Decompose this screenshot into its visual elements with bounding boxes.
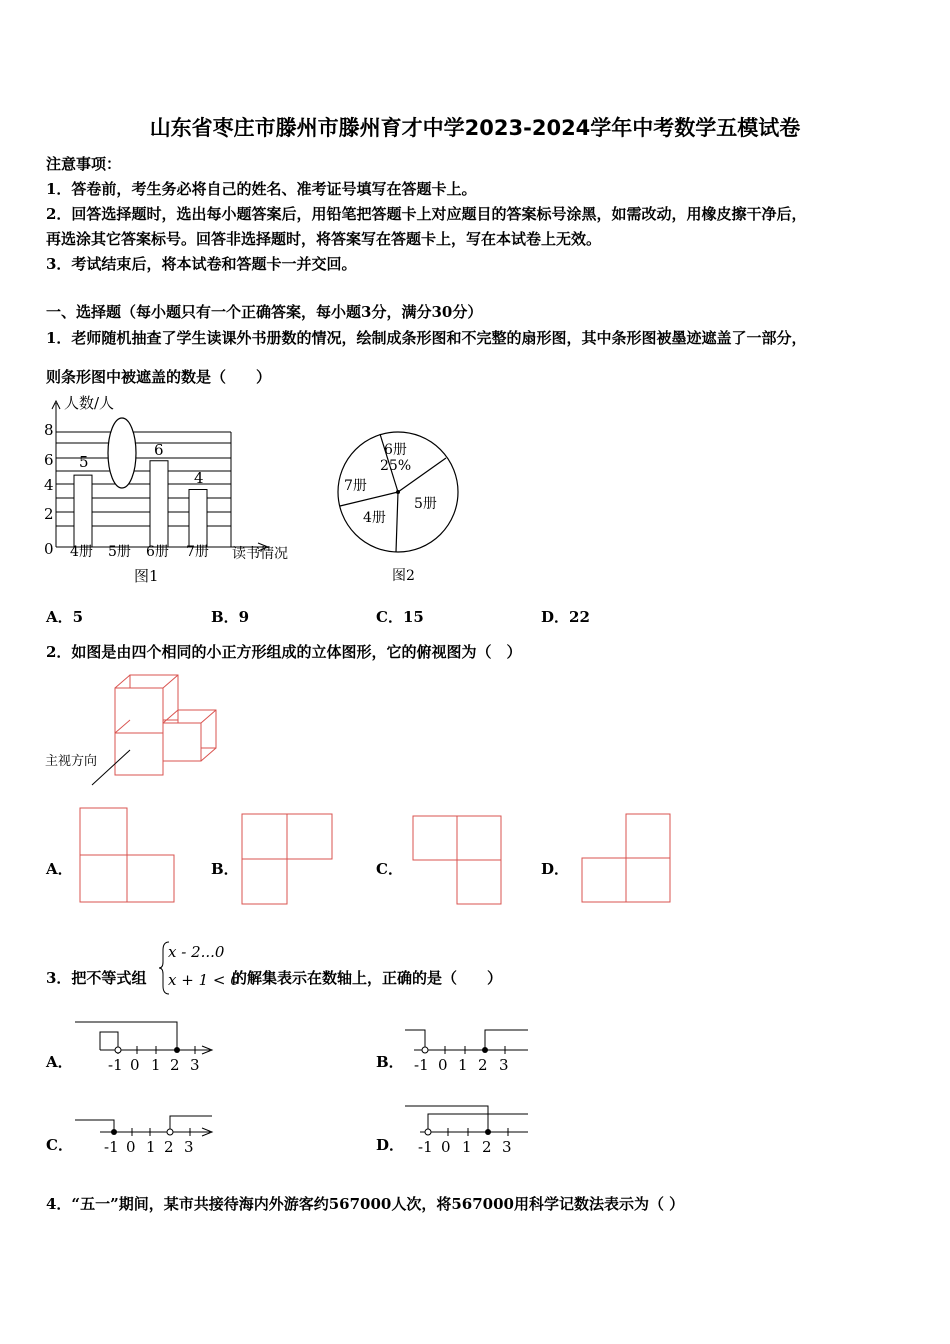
q1-option-a[interactable]: A．5 — [46, 608, 84, 626]
bar-6册 — [150, 461, 168, 547]
y-tick-label: 2 — [44, 505, 54, 523]
notice-line-3: 3．考试结束后，将本试卷和答题卡一并交回。 — [46, 255, 357, 273]
q3-prefix: 3．把不等式组 — [46, 969, 147, 987]
q1-option-c[interactable]: C．15 — [376, 608, 424, 626]
axis-tick-label: 0 — [441, 1138, 451, 1156]
notice-line-2b: 再选涂其它答案标号。回答非选择题时，将答案写在答题卡上，写在本试卷上无效。 — [46, 230, 602, 248]
q2-option-a-figure[interactable] — [78, 806, 178, 906]
cube-figure — [40, 670, 230, 795]
bar-value-label: 4 — [194, 469, 204, 487]
pie-label: 25% — [380, 458, 412, 474]
section-heading: 一、选择题（每小题只有一个正确答案，每小题3分，满分30分） — [46, 303, 483, 321]
y-axis-label: 人数/人 — [64, 395, 115, 412]
q2-option-b-figure[interactable] — [240, 812, 340, 907]
axis-tick-label: -1 — [414, 1056, 429, 1074]
inequality-2: x + 1 < 0 — [168, 971, 240, 989]
x-tick-label: 6册 — [146, 544, 169, 560]
q3-option-a[interactable]: A． — [46, 1053, 73, 1071]
q2-option-d-figure[interactable] — [580, 812, 675, 907]
q3-suffix: 的解集表示在数轴上，正确的是（ ） — [232, 969, 503, 987]
axis-tick-label: 3 — [184, 1138, 194, 1156]
axis-tick-label: 3 — [190, 1056, 200, 1074]
y-tick-label: 8 — [44, 421, 54, 439]
notice-line-2a: 2．回答选择题时，选出每小题答案后，用铅笔把答题卡上对应题目的答案标号涂黑，如需改动，用橡皮擦干净后， — [46, 205, 807, 223]
x-tick-label: 5册 — [108, 544, 131, 560]
pie-label: 6册 — [384, 442, 407, 458]
q3-option-d[interactable]: D． — [376, 1136, 405, 1154]
ink-blot — [108, 418, 136, 488]
bar-value-label: 6 — [154, 441, 164, 459]
axis-tick-label: 3 — [502, 1138, 512, 1156]
axis-tick-label: 0 — [126, 1138, 136, 1156]
number-line-a[interactable] — [70, 1018, 220, 1074]
number-line-b[interactable] — [400, 1018, 530, 1074]
y-tick-label: 6 — [44, 451, 54, 469]
x-tick-label: 4册 — [70, 544, 93, 560]
axis-tick-label: -1 — [108, 1056, 123, 1074]
q2-option-d[interactable]: D． — [541, 860, 570, 878]
bar-value-label: 5 — [79, 453, 89, 471]
axis-tick-label: 2 — [164, 1138, 174, 1156]
y-tick-label: 0 — [44, 540, 54, 558]
q1-option-b[interactable]: B．9 — [211, 608, 250, 626]
axis-tick-label: 2 — [170, 1056, 180, 1074]
pie-label: 5册 — [414, 496, 437, 512]
axis-tick-label: 2 — [482, 1138, 492, 1156]
axis-tick-label: -1 — [418, 1138, 433, 1156]
notice-line-1: 1．答卷前，考生务必将自己的姓名、准考证号填写在答题卡上。 — [46, 180, 477, 198]
bar-4册 — [74, 475, 92, 547]
q2-option-c[interactable]: C． — [376, 860, 403, 878]
q4-text: 4．“五一”期间，某市共接待海内外游客约567000人次，将567000用科学记数法表示为（ ） — [46, 1195, 685, 1213]
figure-caption: 图1 — [134, 567, 159, 585]
q2-option-c-figure[interactable] — [411, 814, 506, 909]
pie-chart — [330, 420, 470, 590]
pie-label: 4册 — [363, 510, 386, 526]
bar-7册 — [189, 490, 207, 548]
x-tick-label: 7册 — [186, 544, 209, 560]
y-tick-label: 4 — [44, 476, 54, 494]
axis-tick-label: -1 — [104, 1138, 119, 1156]
view-direction-label: 主视方向 — [45, 754, 98, 769]
q3-option-b[interactable]: B． — [376, 1053, 404, 1071]
number-line-c[interactable] — [70, 1102, 220, 1158]
axis-tick-label: 1 — [151, 1056, 161, 1074]
q1-option-d[interactable]: D．22 — [541, 608, 590, 626]
q3-option-c[interactable]: C． — [46, 1136, 73, 1154]
number-line-d[interactable] — [400, 1100, 530, 1158]
inequality-1: x - 2...0 — [168, 943, 225, 961]
axis-tick-label: 1 — [462, 1138, 472, 1156]
q2-option-a[interactable]: A． — [46, 860, 73, 878]
axis-tick-label: 2 — [478, 1056, 488, 1074]
axis-tick-label: 0 — [130, 1056, 140, 1074]
bar-chart — [36, 395, 306, 595]
pie-label: 7册 — [344, 478, 367, 494]
axis-tick-label: 1 — [146, 1138, 156, 1156]
axis-tick-label: 3 — [499, 1056, 509, 1074]
axis-tick-label: 1 — [458, 1056, 468, 1074]
q1-line-2: 则条形图中被遮盖的数是（ ） — [46, 368, 272, 386]
notice-heading: 注意事项： — [46, 155, 122, 173]
q2-option-b[interactable]: B． — [211, 860, 239, 878]
q1-line-1: 1．老师随机抽查了学生读课外书册数的情况，绘制成条形图和不完整的扇形图，其中条形图被墨迹遮盖了一部分， — [46, 329, 807, 347]
figure-caption: 图2 — [392, 568, 415, 584]
axis-tick-label: 0 — [438, 1056, 448, 1074]
page-title: 山东省枣庄市滕州市滕州育才中学2023-2024学年中考数学五模试卷 — [149, 116, 801, 140]
q2-text: 2．如图是由四个相同的小正方形组成的立体图形，它的俯视图为（ ） — [46, 643, 522, 661]
x-axis-label: 读书情况 — [232, 546, 288, 562]
